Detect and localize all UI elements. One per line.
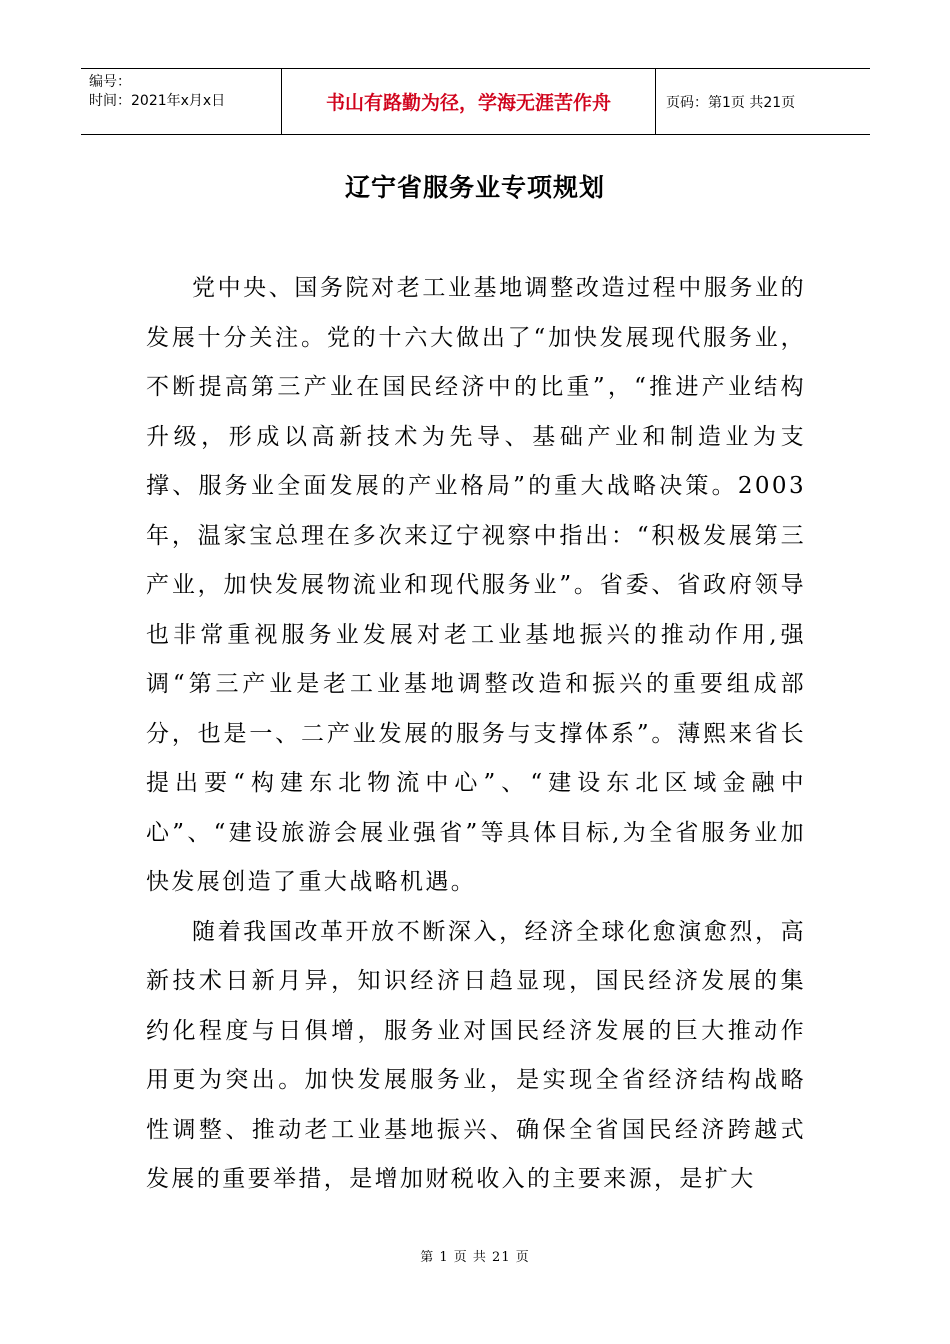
page-header bbox=[81, 68, 870, 135]
paragraph: 党中央、国务院对老工业基地调整改造过程中服务业的发展十分关注。党的十六大做出了“加快发展现代服务业，不断提高第三产业在国民经济中的比重”，“推进产业结构升级，形成以高新技术为先导、基础产业和制造业为支撑、服务业全面发展的产业格局”的重大战略决策。2003年，温家宝总理在多次来辽宁视察中指出：“积极发展第三产业，加快发展物流业和现代服务业”。省委、省政府领导也非常重视服务业发展对老工业基地振兴的推动作用,强调“第三产业是老工业基地调整改造和振兴的重要组成部分，也是一、二产业发展的服务与支撑体系”。薄熙来省长提出要“构建东北物流中心”、“建设东北区域金融中心”、“建设旅游会展业强省”等具体目标,为全省服务业加快发展创造了重大战略机遇。 bbox=[146, 275, 806, 895]
document-title: 辽宁省服务业专项规划 bbox=[344, 173, 605, 202]
document-body bbox=[146, 264, 806, 1205]
document-date: 时间：2021年x月x日 bbox=[89, 93, 226, 109]
paragraph: 随着我国改革开放不断深入，经济全球化愈演愈烈，高新技术日新月异，知识经济日趋显现，国民经济发展的集约化程度与日俱增，服务业对国民经济发展的巨大推动作用更为突出。加快发展服务业，是实现全省经济结构战略性调整、推动老工业基地振兴、确保全省国民经济跨越式发展的重要举措，是增加财税收入的主要来源，是扩大 bbox=[146, 918, 806, 1192]
document-number: 编号： bbox=[89, 74, 131, 90]
page-footer: 第 1 页 共 21 页 bbox=[420, 1250, 530, 1265]
header-page-code: 页码：第1页 共21页 bbox=[666, 94, 796, 111]
header-meta bbox=[81, 69, 282, 134]
header-motto: 书山有路勤为径，学海无涯苦作舟 bbox=[282, 69, 656, 134]
